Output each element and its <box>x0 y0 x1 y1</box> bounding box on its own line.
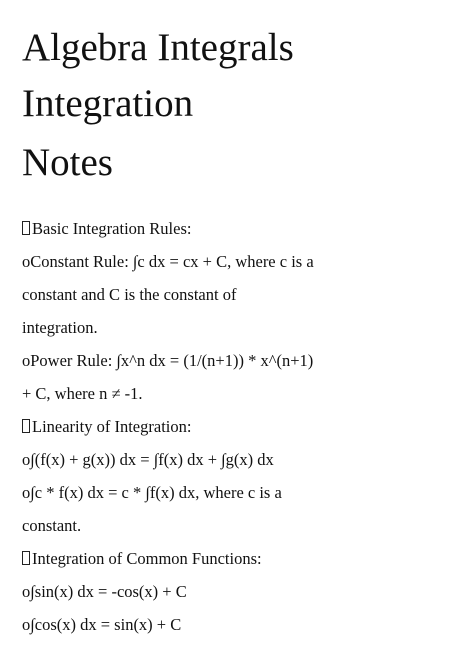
text-line: o∫(f(x) + g(x)) dx = ∫f(x) dx + ∫g(x) dx <box>22 450 274 469</box>
text-line: o∫cos(x) dx = sin(x) + C <box>22 615 182 634</box>
text-line: oPower Rule: ∫x^n dx = (1/(n+1)) * x^(n+1) <box>22 351 314 370</box>
text-line: constant and C is the constant of <box>22 285 237 304</box>
text-line: constant. <box>22 516 82 535</box>
section-heading-common-functions: Integration of Common Functions: <box>22 542 474 575</box>
title-line-1: Algebra Integrals <box>22 26 294 69</box>
missing-glyph-bullet-icon <box>22 419 30 433</box>
title-line-2: Integration <box>22 82 194 125</box>
title-line-3: Notes <box>22 141 113 184</box>
text-line: integration. <box>22 318 98 337</box>
text-line: o∫c * f(x) dx = c * ∫f(x) dx, where c is a <box>22 483 282 502</box>
missing-glyph-bullet-icon <box>22 221 30 235</box>
notes-body <box>22 212 474 641</box>
section-heading-basic-rules: Basic Integration Rules: <box>22 212 474 245</box>
section-heading-linearity: Linearity of Integration: <box>22 410 474 443</box>
text-line: + C, where n ≠ -1. <box>22 384 143 403</box>
text-line: o∫sin(x) dx = -cos(x) + C <box>22 582 187 601</box>
missing-glyph-bullet-icon <box>22 551 30 565</box>
text-line: oConstant Rule: ∫c dx = cx + C, where c is a <box>22 252 314 271</box>
document-title <box>22 22 474 192</box>
